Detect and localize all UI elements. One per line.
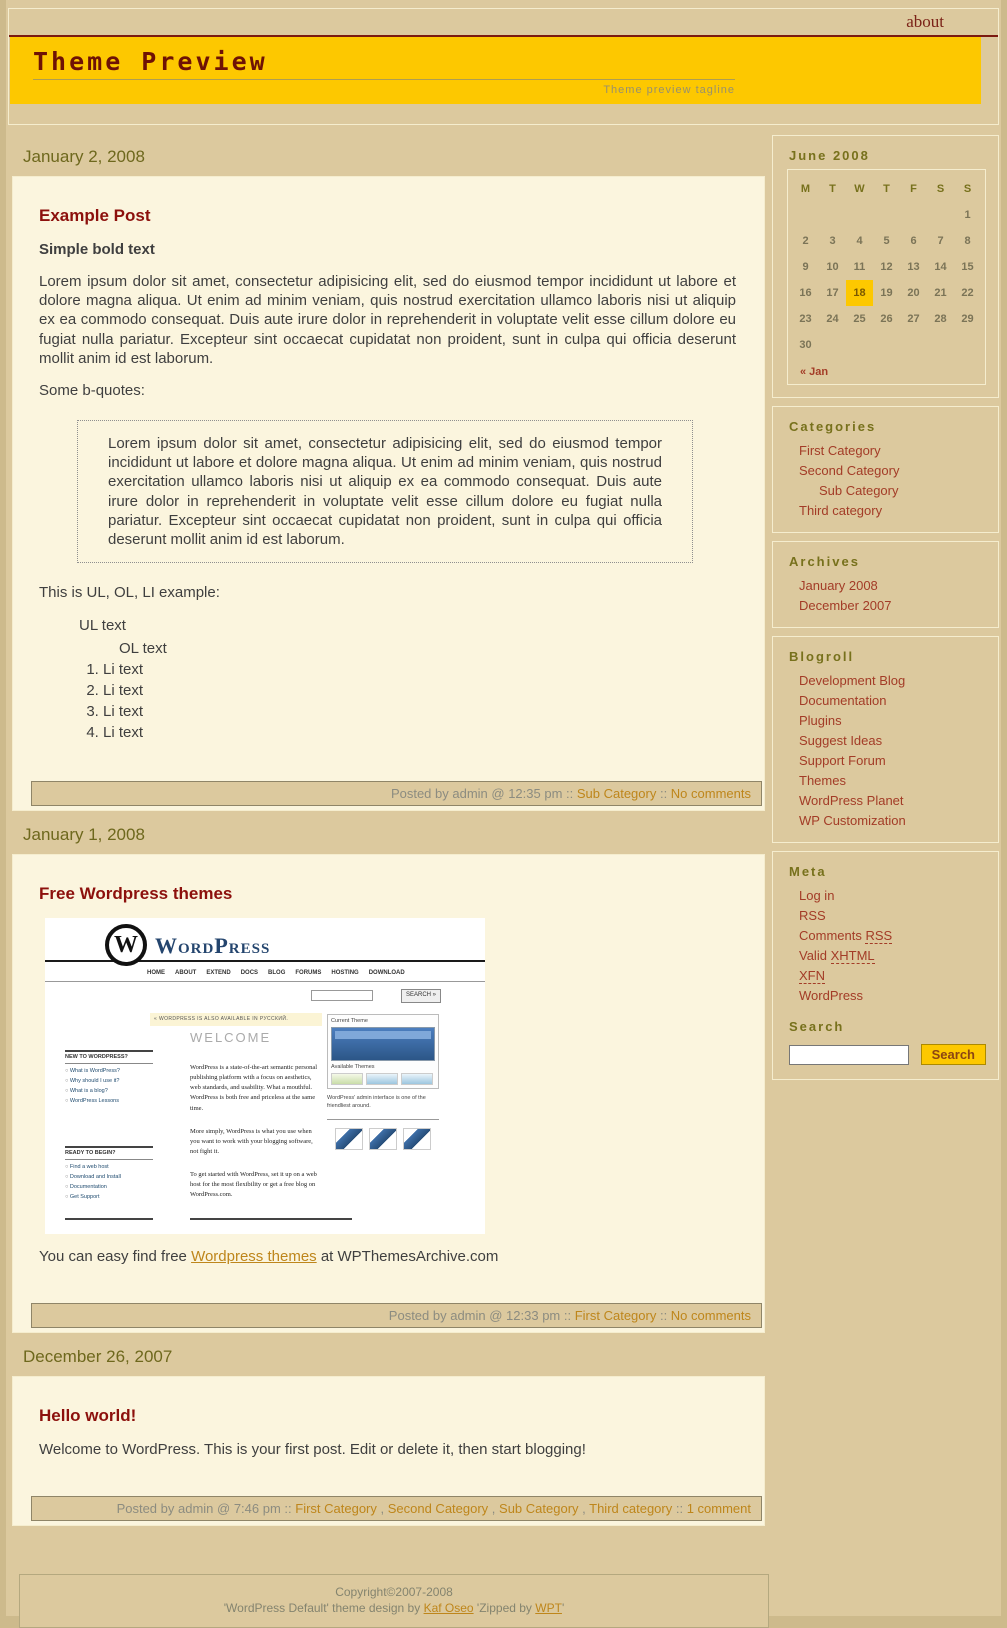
page-wrapper (6, 0, 1001, 1616)
post-meta-bar (31, 781, 762, 806)
wp-section-heading: NEW TO WORDPRESS? (65, 1050, 153, 1064)
wp-current-theme-label: Current Theme (331, 1018, 368, 1025)
calendar-day: 19 (880, 287, 893, 299)
link[interactable]: 1 comment (686, 1501, 751, 1517)
sidebar (772, 135, 999, 1088)
meta-text: , (376, 1501, 388, 1517)
category-link[interactable]: First Category (799, 442, 881, 458)
calendar-day: 21 (934, 287, 947, 299)
about-link[interactable]: about (906, 12, 944, 31)
wp-notice: « WORDPRESS IS ALSO AVAILABLE IN РУССКИЙ. (150, 1013, 322, 1025)
meta-text: , (578, 1501, 590, 1517)
copyright: Copyright©2007-2008 (335, 1585, 453, 1600)
calendar-day: 11 (853, 261, 866, 273)
wp-section-heading: READY TO BEGIN? (65, 1146, 153, 1160)
body-text: at WPThemesArchive.com (316, 1248, 499, 1266)
post-blockquote: Lorem ipsum dolor sit amet, consectetur adipisicing elit, sed do eiusmod tempor incididunt ut labore et dolore magna aliqua. Ut enim ad minim veniam, quis nostrud exercitation ullamco laboris nisi ut aliquip ex ea commodo consequat. Duis aute irure dolor in reprehenderit in voluptate velit esse cillum dolore eu fugiat nulla pariatur. Excepteur sint occaecat cupidatat non proident, sunt in culpa qui officia deserunt mollit anim id est laborum. (77, 420, 693, 563)
post-date: December 26, 2007 (23, 1347, 173, 1367)
calendar-day-header: S (963, 183, 972, 195)
site-footer (19, 1574, 769, 1628)
meta-search-widget (772, 851, 999, 1080)
post-meta-bar (31, 1303, 762, 1328)
calendar-day: 13 (907, 261, 920, 273)
calendar-day: 1 (964, 209, 971, 221)
calendar-day-header: S (936, 183, 945, 195)
divider (190, 1218, 352, 1220)
wp-nav-item: DOCS (240, 969, 259, 976)
calendar-day (927, 332, 954, 358)
wp-nav-item: DOWNLOAD (368, 969, 405, 976)
divider (65, 1218, 153, 1220)
calendar-day: 5 (883, 235, 890, 247)
wp-side-link: ○ Get Support (65, 1193, 153, 1203)
blogroll-list (787, 670, 986, 830)
wp-screenshot-thumbnails (327, 1128, 439, 1150)
wp-link-list (65, 1066, 153, 1106)
calendar-day (873, 202, 900, 228)
meta-link[interactable]: Log in (799, 887, 835, 903)
wp-paragraph: More simply, WordPress is what you use when you want to work with your blogging software, not fight it. (190, 1127, 313, 1155)
calendar-day (792, 202, 819, 228)
post-paragraph: This is UL, OL, LI example: (39, 584, 220, 602)
meta-list (787, 885, 986, 1005)
search-input[interactable] (789, 1045, 909, 1065)
ol-label: OL text (119, 639, 167, 657)
wp-side-link: ○ Documentation (65, 1183, 153, 1193)
wp-theme-thumbnails (331, 1073, 435, 1085)
ordered-list (39, 660, 736, 743)
wp-nav-item: HOME (147, 969, 165, 976)
calendar-day: 12 (880, 261, 893, 273)
wp-side-link: ○ What is WordPress? (65, 1066, 153, 1076)
post-paragraph: Some b-quotes: (39, 381, 145, 399)
calendar-day: 23 (799, 313, 812, 325)
post-title[interactable]: Example Post (39, 206, 151, 225)
blogroll-title: Blogroll (789, 649, 855, 664)
wp-right-column (327, 1014, 439, 1149)
calendar-day: 30 (799, 339, 812, 351)
calendar-day: 17 (826, 287, 839, 299)
post-title[interactable]: Hello world! (39, 1406, 137, 1426)
site-tagline: Theme preview tagline (603, 84, 735, 96)
calendar-day-header: M (800, 183, 811, 195)
search-button[interactable]: Search (921, 1044, 986, 1065)
archives-widget (772, 541, 999, 628)
wp-nav-item: EXTEND (206, 969, 231, 976)
wp-welcome-heading: WELCOME (190, 1030, 272, 1046)
calendar-day: 24 (826, 313, 839, 325)
meta-link[interactable]: Comments RSS (799, 927, 893, 943)
wp-side-link: ○ What is a blog? (65, 1086, 153, 1096)
link[interactable]: No comments (670, 785, 751, 801)
calendar-day-header: F (910, 183, 917, 195)
calendar-day-header: T (829, 183, 836, 195)
post (12, 854, 765, 1334)
post (12, 176, 765, 811)
calendar-day: 14 (934, 261, 947, 273)
calendar-day: 29 (961, 313, 974, 325)
categories-widget (772, 406, 999, 533)
calendar-day-headers (792, 176, 981, 202)
wp-paragraph: WordPress is a state-of-the-art semantic personal publishing platform with a focus on aesthetics, web standards, and usability. What a mouthful. WordPress is both free and priceless at the same time. (190, 1064, 318, 1112)
blogroll-widget (772, 636, 999, 843)
wordpress-logo-icon: W (105, 924, 147, 966)
calendar-day (927, 202, 954, 228)
categories-title: Categories (789, 419, 877, 434)
calendar-day (873, 332, 900, 358)
search-title: Search (789, 1019, 845, 1034)
header (8, 8, 999, 125)
footer-text: 'WordPress Default' theme design by (223, 1601, 424, 1616)
footer-text: 'Zipped by (473, 1601, 536, 1616)
post-date: January 1, 2008 (23, 824, 145, 844)
calendar-day: 26 (880, 313, 893, 325)
calendar (787, 169, 986, 385)
top-nav (9, 9, 998, 37)
meta-text: :: (656, 1308, 671, 1324)
calendar-day (819, 202, 846, 228)
wp-nav-item: ABOUT (175, 969, 197, 976)
calendar-day (846, 202, 873, 228)
wp-caption: WordPress' admin interface is one of the friendliest around. (327, 1095, 426, 1109)
blogroll-link[interactable]: Documentation (799, 692, 887, 708)
wp-link-list (65, 1162, 153, 1202)
calendar-day: 28 (934, 313, 947, 325)
search-form (789, 1044, 986, 1065)
calendar-day-header: W (854, 183, 865, 195)
calendar-day-header: T (883, 183, 890, 195)
calendar-day: 18 (846, 280, 873, 306)
link[interactable]: Wordpress themes (191, 1248, 317, 1266)
meta-text: , (488, 1501, 500, 1517)
post-bold-text: Simple bold text (39, 240, 155, 258)
blogroll-link[interactable]: WP Customization (799, 812, 906, 828)
calendar-grid (792, 202, 981, 358)
post (12, 1376, 765, 1526)
calendar-day: 8 (964, 235, 971, 247)
link[interactable]: Second Category (387, 1501, 489, 1517)
wp-paragraph: To get started with WordPress, set it up on a web host for the most flexibility or get a free blog on WordPress.com. (190, 1170, 317, 1198)
calendar-day: 6 (910, 235, 917, 247)
wp-available-themes-label: Available Themes (331, 1064, 375, 1071)
calendar-day: 27 (907, 313, 920, 325)
blogroll-link[interactable]: Themes (799, 772, 846, 788)
link[interactable]: Third category (589, 1501, 673, 1517)
meta-link[interactable]: XFN (799, 967, 825, 983)
archive-link[interactable]: December 2007 (799, 597, 892, 613)
link[interactable]: No comments (670, 1308, 751, 1324)
calendar-day: 25 (853, 313, 866, 325)
wp-side-link: ○ WordPress Lessons (65, 1096, 153, 1106)
header-banner (10, 37, 981, 104)
list-item: 1. Li text (103, 660, 736, 679)
meta-text: :: (672, 1501, 687, 1517)
main-content (12, 133, 765, 1534)
blogroll-link[interactable]: WordPress Planet (799, 792, 904, 808)
calendar-day: 4 (856, 235, 863, 247)
link[interactable]: First Category (574, 1308, 657, 1324)
post-meta-bar (31, 1496, 762, 1521)
link[interactable]: Sub Category (499, 1501, 579, 1517)
archive-link[interactable]: January 2008 (799, 577, 878, 593)
body-text: You can easy find free (39, 1248, 192, 1266)
divider (327, 1119, 439, 1120)
meta-link[interactable]: Valid XHTML (799, 947, 875, 963)
wp-nav (45, 966, 485, 982)
meta-text: Posted by admin @ 12:35 pm :: (390, 785, 577, 801)
calendar-day: 16 (799, 287, 812, 299)
ul-item: UL text (79, 617, 126, 635)
wp-side-link: ○ Find a web host (65, 1162, 153, 1172)
meta-text: Posted by admin @ 7:46 pm :: (116, 1501, 296, 1517)
category-link[interactable]: Third category (799, 502, 883, 518)
calendar-day (900, 202, 927, 228)
calendar-day: 7 (937, 235, 944, 247)
category-link[interactable]: Sub Category (819, 482, 899, 498)
calendar-day: 9 (802, 261, 809, 273)
calendar-day: 2 (802, 235, 809, 247)
wordpress-wordmark: WordPress (155, 933, 271, 959)
blogroll-link[interactable]: Development Blog (799, 672, 906, 688)
calendar-day: 20 (907, 287, 920, 299)
post-date: January 2, 2008 (23, 147, 145, 166)
link[interactable]: First Category (295, 1501, 377, 1517)
meta-title: Meta (789, 864, 827, 879)
link[interactable]: Sub Category (576, 785, 657, 801)
header-strip (9, 104, 998, 124)
list-item: 4. Li text (103, 723, 736, 742)
archives-title: Archives (789, 554, 860, 569)
calendar-title: June 2008 (789, 148, 870, 163)
wordpress-homepage-image (45, 918, 485, 1234)
meta-text: Posted by admin @ 12:33 pm :: (388, 1308, 575, 1324)
site-title[interactable]: Theme Preview (33, 47, 268, 76)
wp-side-link: ○ Download and Install (65, 1172, 153, 1182)
categories-list (787, 440, 986, 520)
post-paragraph: Welcome to WordPress. This is your first post. Edit or delete it, then start blogging! (39, 1441, 586, 1459)
calendar-day: 15 (961, 261, 974, 273)
post-paragraph: Lorem ipsum dolor sit amet, consectetur adipisicing elit, sed do eiusmod tempor incididunt ut labore et dolore magna aliqua. Ut enim ad minim veniam, quis nostrud exercitation ullamco laboris nisi ut aliquip ex ea commodo consequat. Duis aute irure dolor in reprehenderit in voluptate velit esse cillum dolore eu fugiat nulla pariatur. Excepteur sint occaecat cupidatat non proident, sunt in culpa qui officia deserunt mollit anim id est laborum. (39, 272, 736, 367)
wp-nav-item: HOSTING (331, 969, 359, 976)
calendar-day: 10 (826, 261, 839, 273)
wp-search-button: SEARCH » (401, 989, 441, 1003)
calendar-day: 22 (961, 287, 974, 299)
blogroll-link[interactable]: Suggest Ideas (799, 732, 883, 748)
link[interactable]: WPT (535, 1601, 562, 1616)
wp-search-input (311, 990, 373, 1001)
calendar-widget (772, 135, 999, 398)
meta-link[interactable]: WordPress (799, 987, 864, 1003)
wp-welcome-text (190, 1050, 320, 1213)
blogroll-link[interactable]: Plugins (799, 712, 842, 728)
calendar-prev-month-link[interactable]: « Jan (800, 366, 829, 378)
list-item: 2. Li text (103, 681, 736, 700)
calendar-day (900, 332, 927, 358)
calendar-day: 3 (829, 235, 836, 247)
wp-left-column (65, 1050, 153, 1202)
footer-text: ' (561, 1601, 565, 1616)
meta-text: :: (656, 785, 671, 801)
wp-side-link: ○ Why should I use it? (65, 1076, 153, 1086)
post-paragraph (39, 1247, 736, 1266)
wp-nav-item: FORUMS (295, 969, 322, 976)
list-item: 3. Li text (103, 702, 736, 721)
meta-link[interactable]: RSS (799, 907, 826, 923)
category-link[interactable]: Second Category (799, 462, 900, 478)
link[interactable]: Kaf Oseo (423, 1601, 474, 1616)
post-title[interactable]: Free Wordpress themes (39, 883, 233, 903)
calendar-day (954, 332, 981, 358)
credits (20, 1601, 768, 1615)
archives-list (787, 575, 986, 615)
calendar-day (819, 332, 846, 358)
wp-current-theme-box (327, 1014, 439, 1089)
calendar-day (846, 332, 873, 358)
blogroll-link[interactable]: Support Forum (799, 752, 886, 768)
wp-theme-thumbnail (331, 1027, 435, 1061)
wp-nav-item: BLOG (268, 969, 286, 976)
